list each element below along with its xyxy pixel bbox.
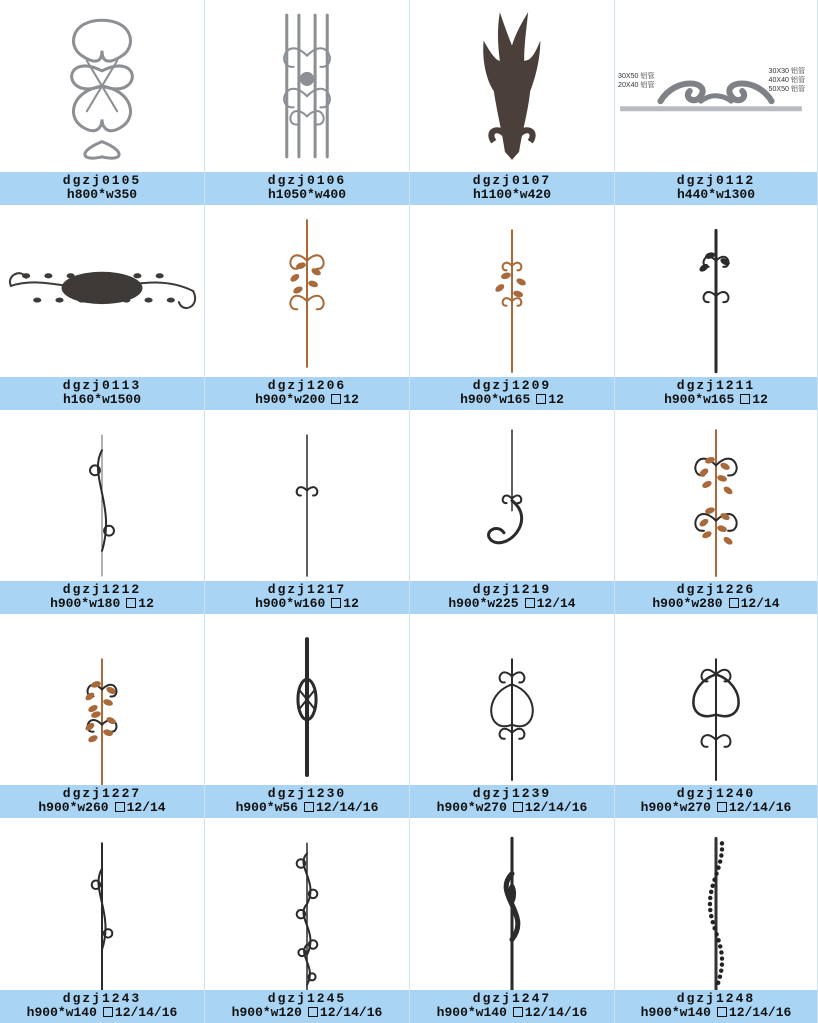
square-bar-icon	[740, 394, 750, 404]
product-card[interactable]	[205, 410, 410, 614]
bar-size: 12	[343, 392, 359, 407]
bar-size: 12	[548, 392, 564, 407]
square-bar-icon	[331, 394, 341, 404]
heart-scroll-panel-icon	[0, 0, 204, 172]
square-bar-icon	[536, 394, 546, 404]
product-image[interactable]	[0, 205, 204, 377]
product-caption	[205, 377, 409, 410]
product-spec	[205, 801, 409, 815]
dimensions: h900*w180	[50, 596, 121, 611]
product-spec	[205, 597, 409, 611]
product-image[interactable]	[410, 0, 614, 172]
square-bar-icon	[513, 1007, 523, 1017]
product-spec	[0, 1006, 204, 1020]
product-caption	[615, 581, 817, 614]
bar-size: 12/14	[126, 800, 166, 815]
product-image[interactable]	[615, 0, 817, 172]
tube-size-note: 20X40 铝管	[618, 82, 655, 90]
square-bar-icon	[126, 598, 136, 608]
dimensions: h900*w140	[640, 1005, 711, 1020]
product-card[interactable]	[615, 614, 818, 818]
product-code: dgzj1239	[472, 786, 552, 801]
product-code: dgzj1245	[267, 991, 347, 1006]
dimensions: h900*w225	[448, 596, 519, 611]
product-spec	[410, 597, 614, 611]
black-scroll-baluster-icon	[615, 205, 817, 377]
product-code: dgzj1227	[62, 786, 142, 801]
s-scroll-baluster-icon	[0, 410, 204, 581]
dimensions: h1100*w420	[472, 187, 551, 202]
product-image[interactable]	[410, 410, 614, 581]
single-s-baluster-icon	[0, 818, 204, 990]
product-spec	[0, 801, 204, 815]
product-spec	[615, 188, 817, 202]
product-code: dgzj0107	[472, 173, 552, 188]
bronze-narrow-baluster-icon	[410, 205, 614, 377]
product-spec	[410, 393, 614, 407]
product-spec	[615, 597, 817, 611]
product-spec	[615, 393, 817, 407]
bar-size: 12/14/16	[728, 800, 792, 815]
product-code: dgzj1240	[676, 786, 756, 801]
product-card[interactable]	[205, 205, 410, 410]
product-card[interactable]	[410, 0, 615, 205]
product-code: dgzj1243	[62, 991, 142, 1006]
product-image[interactable]	[410, 205, 614, 377]
product-card[interactable]	[615, 818, 818, 1023]
dimensions: h1050*w400	[267, 187, 346, 202]
product-image[interactable]	[615, 205, 817, 377]
bar-size: 12	[138, 596, 154, 611]
square-bar-icon	[717, 1007, 727, 1017]
dimensions: h800*w350	[66, 187, 138, 202]
product-image[interactable]	[0, 614, 204, 785]
product-spec	[410, 188, 614, 202]
product-spec	[0, 393, 204, 407]
square-bar-icon	[103, 1007, 113, 1017]
product-code: dgzj1217	[267, 582, 347, 597]
curl-baluster-icon	[410, 410, 614, 581]
product-caption	[615, 172, 817, 205]
product-image[interactable]	[0, 0, 204, 172]
product-card[interactable]	[410, 410, 615, 614]
dimensions: h900*w200	[255, 392, 326, 407]
product-caption	[0, 581, 204, 614]
small-scroll-baluster-icon	[205, 410, 409, 581]
product-spec	[205, 1006, 409, 1020]
product-caption	[0, 785, 204, 818]
product-caption	[205, 172, 409, 205]
oval-scroll-baluster-icon	[410, 614, 614, 785]
product-card[interactable]	[0, 614, 205, 818]
product-spec	[0, 597, 204, 611]
heart-scroll-baluster-icon	[615, 614, 817, 785]
product-caption	[410, 581, 614, 614]
product-caption	[205, 990, 409, 1023]
product-caption	[410, 172, 614, 205]
product-image[interactable]	[0, 410, 204, 581]
dimensions: h900*w260	[38, 800, 109, 815]
product-card[interactable]	[0, 0, 205, 205]
product-code: dgzj1211	[676, 378, 756, 393]
product-code: dgzj1212	[62, 582, 142, 597]
dimensions: h900*w270	[640, 800, 711, 815]
product-card[interactable]	[615, 205, 818, 410]
product-card[interactable]	[615, 410, 818, 614]
bar-size: 12/14	[740, 596, 780, 611]
product-image[interactable]	[205, 0, 409, 172]
product-caption	[615, 377, 817, 410]
product-caption	[205, 581, 409, 614]
product-caption	[615, 990, 817, 1023]
bar-size: 12/14/16	[319, 1005, 383, 1020]
dimensions: h900*w120	[231, 1005, 302, 1020]
bronze-scroll-baluster-icon	[205, 205, 409, 377]
product-card[interactable]	[0, 410, 205, 614]
product-caption	[410, 990, 614, 1023]
dimensions: h900*w56	[235, 800, 298, 815]
bronze-flower-baluster-icon	[0, 614, 204, 785]
product-image[interactable]	[410, 818, 614, 990]
dimensions: h900*w140	[436, 1005, 507, 1020]
square-bar-icon	[304, 802, 314, 812]
product-code: dgzj0106	[267, 173, 347, 188]
tube-size-note: 50X50 铝管	[768, 86, 806, 94]
dimensions: h900*w140	[26, 1005, 97, 1020]
product-card[interactable]	[205, 0, 410, 205]
chain-scroll-baluster-icon	[205, 818, 409, 990]
product-caption	[615, 785, 817, 818]
dimensions: h900*w165	[460, 392, 531, 407]
product-spec	[205, 393, 409, 407]
tube-size-note: 40X40 铝管	[768, 76, 806, 84]
product-code: dgzj0105	[62, 173, 142, 188]
product-code: dgzj1209	[472, 378, 552, 393]
product-caption	[410, 377, 614, 410]
product-card[interactable]	[0, 818, 205, 1023]
product-code: dgzj0112	[676, 173, 756, 188]
product-caption	[0, 377, 204, 410]
dimensions: h900*w270	[436, 800, 507, 815]
bar-size: 12	[343, 596, 359, 611]
square-bar-icon	[513, 802, 523, 812]
product-code: dgzj0113	[62, 378, 142, 393]
product-spec	[410, 1006, 614, 1020]
bar-size: 12/14/16	[728, 1005, 792, 1020]
product-spec	[0, 188, 204, 202]
dimensions: h900*w160	[255, 596, 326, 611]
product-image[interactable]	[0, 818, 204, 990]
bar-size: 12/14/16	[524, 800, 588, 815]
bronze-leaf-baluster-icon	[615, 410, 817, 581]
dimensions: h160*w1500	[62, 392, 141, 407]
product-image[interactable]	[205, 614, 409, 785]
product-card[interactable]	[615, 0, 818, 205]
product-image[interactable]	[615, 410, 817, 581]
product-code: dgzj1206	[267, 378, 347, 393]
product-caption	[205, 785, 409, 818]
product-image[interactable]	[615, 818, 817, 990]
product-image[interactable]	[205, 818, 409, 990]
product-code: dgzj1219	[472, 582, 552, 597]
product-card[interactable]	[410, 205, 615, 410]
product-caption	[0, 172, 204, 205]
product-image[interactable]	[205, 410, 409, 581]
square-bar-icon	[717, 802, 727, 812]
product-code: dgzj1248	[676, 991, 756, 1006]
tube-size-note: 30X30 铝管	[768, 67, 806, 75]
square-bar-icon	[331, 598, 341, 608]
square-bar-icon	[525, 598, 535, 608]
product-code: dgzj1247	[472, 991, 552, 1006]
bar-size: 12/14/16	[114, 1005, 178, 1020]
product-spec	[205, 188, 409, 202]
product-image[interactable]	[410, 614, 614, 785]
square-bar-icon	[729, 598, 739, 608]
bar-size: 12/14/16	[316, 800, 379, 815]
scroll-bar-panel-icon	[205, 0, 409, 172]
product-card[interactable]	[410, 818, 615, 1023]
twisted-s-baluster-icon	[410, 818, 614, 990]
product-image[interactable]	[205, 205, 409, 377]
basket-twist-baluster-icon	[205, 614, 409, 785]
product-spec	[410, 801, 614, 815]
product-card[interactable]	[205, 614, 410, 818]
dimensions: h440*w1300	[676, 187, 755, 202]
leaf-finial-icon	[410, 0, 614, 172]
square-bar-icon	[308, 1007, 318, 1017]
knurled-s-baluster-icon	[615, 818, 817, 990]
product-caption	[410, 785, 614, 818]
product-card[interactable]	[205, 818, 410, 1023]
square-bar-icon	[115, 802, 125, 812]
bar-size: 12/14	[536, 596, 576, 611]
product-card[interactable]	[0, 205, 205, 410]
dimensions: h900*w280	[652, 596, 723, 611]
product-caption	[0, 990, 204, 1023]
product-code: dgzj1230	[267, 786, 347, 801]
product-spec	[615, 1006, 817, 1020]
product-code: dgzj1226	[676, 582, 756, 597]
product-card[interactable]	[410, 614, 615, 818]
leaf-vine-rail-icon	[0, 205, 204, 377]
product-image[interactable]	[615, 614, 817, 785]
tube-size-note: 30X50 铝管	[618, 72, 655, 80]
double-scroll-rail-icon	[615, 0, 817, 172]
product-spec	[615, 801, 817, 815]
dimensions: h900*w165	[664, 392, 735, 407]
bar-size: 12	[752, 392, 768, 407]
bar-size: 12/14/16	[524, 1005, 588, 1020]
